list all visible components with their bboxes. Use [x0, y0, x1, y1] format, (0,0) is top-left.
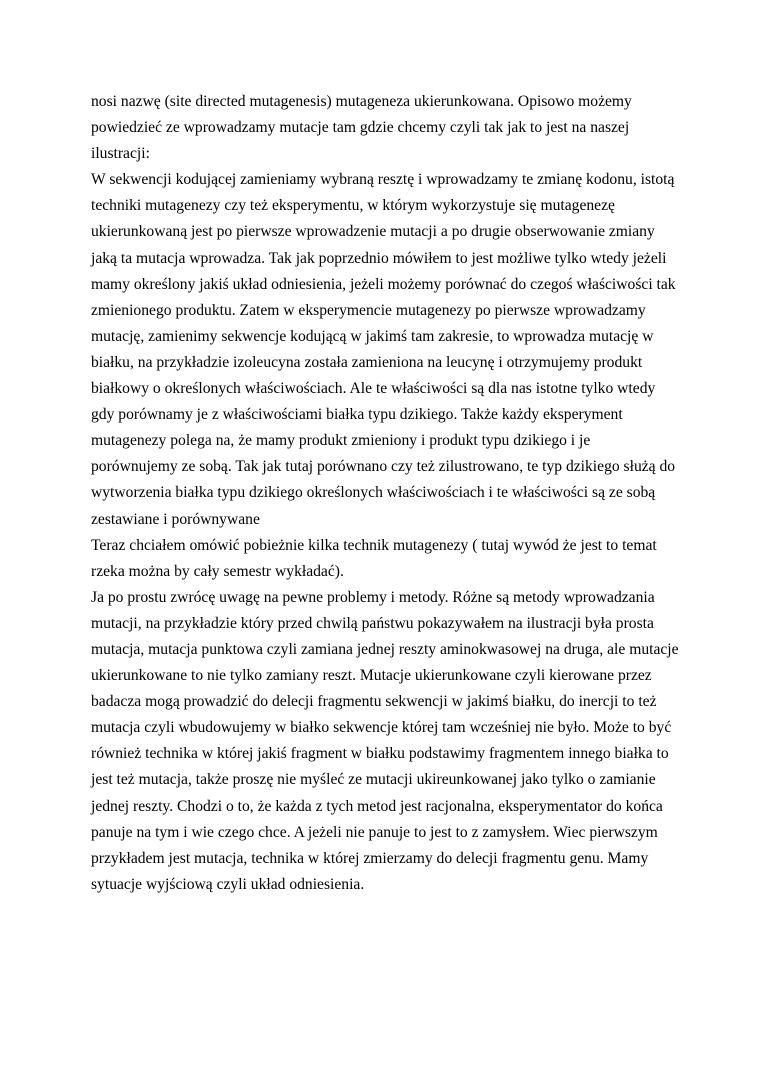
- text-line: Ja po prostu zwrócę uwagę na pewne problemy i metody. Różne są metody wprowadzania: [91, 588, 655, 606]
- text-line: mutacja, mutacja punktowa czyli zamiana jednej reszty aminokwasowej na druga, ale mutacje: [91, 640, 679, 658]
- text-line: mutację, zamienimy sekwencje kodującą w jakimś tam zakresie, to wprowadza mutację w: [91, 327, 654, 345]
- text-line: jaką ta mutacja wprowadza. Tak jak poprzednio mówiłem to jest możliwe tylko wtedy jeżeli: [91, 249, 667, 267]
- text-line: jest też mutacja, także proszę nie myśleć ze mutacji ukireunkowanej jako tylko o zamianie: [91, 771, 656, 789]
- text-line: wytworzenia białka typu dzikiego określonych właściwościach i te właściwości są ze sobą: [91, 484, 656, 502]
- text-line: badacza mogą prowadzić do delecji fragmentu sekwencji w jakimś białku, do inercji to też: [91, 693, 657, 711]
- text-line: przykładem jest mutacja, technika w której zmierzamy do delecji fragmentu genu. Mamy: [91, 849, 649, 867]
- body-text: [91, 89, 681, 898]
- text-line: rzeka można by cały semestr wykładać).: [91, 562, 344, 580]
- text-line: białkowy o określonych właściwościach. Ale te właściwości są dla nas istotne tylko wtedy: [91, 380, 656, 398]
- text-line: nosi nazwę (site directed mutagenesis) mutageneza ukierunkowana. Opisowo możemy: [91, 93, 632, 110]
- text-line: jednej reszty. Chodzi o to, że każda z tych metod jest racjonalna, eksperymentator do końca: [91, 797, 663, 815]
- text-line: ukierunkowaną jest po pierwsze wprowadzenie mutacji a po drugie obserwowanie zmiany: [91, 223, 655, 241]
- text-line: mutacja czyli wbudowujemy w białko sekwencje której tam wcześniej nie było. Może to być: [91, 719, 672, 737]
- text-line: również technika w której jakiś fragment w białku podstawimy fragmentem innego białka to: [91, 745, 669, 763]
- text-line: mutagenezy polega na, że mamy produkt zmieniony i produkt typu dzikiego i je: [91, 432, 591, 450]
- text-line: zmienionego produktu. Zatem w eksperymencie mutagenezy po pierwsze wprowadzamy: [91, 301, 646, 319]
- text-line: gdy porównamy je z właściwościami białka typu dzikiego. Także każdy eksperyment: [91, 406, 623, 424]
- text-line: techniki mutagenezy czy też eksperymentu, w którym wykorzystuje się mutagenezę: [91, 197, 615, 215]
- text-line: powiedzieć ze wprowadzamy mutacje tam gdzie chcemy czyli tak jak to jest na naszej: [91, 119, 630, 137]
- text-line: ukierunkowane to nie tylko zamiany reszt. Mutacje ukierunkowane czyli kierowane przez: [91, 667, 652, 685]
- text-line: panuje na tym i wie czego chce. A jeżeli nie panuje to jest to z zamysłem. Wiec pierwszym: [91, 823, 658, 841]
- text-line: białku, na przykładzie izoleucyna została zamieniona na leucynę i otrzymujemy produkt: [91, 353, 643, 371]
- text-line: mamy określony jakiś układ odniesienia, jeżeli możemy porównać do czegoś właściwości tak: [91, 275, 676, 293]
- text-line: Teraz chciałem omówić pobieżnie kilka technik mutagenezy ( tutaj wywód że jest to temat: [91, 536, 657, 554]
- text-line: ilustracji:: [91, 145, 150, 163]
- text-line: W sekwencji kodującej zamieniamy wybraną resztę i wprowadzamy te zmianę kodonu, istotą: [91, 171, 675, 189]
- text-line: porównujemy ze sobą. Tak jak tutaj porównano czy też zilustrowano, te typ dzikiego służą do: [91, 458, 676, 476]
- text-line: mutacji, na przykładzie który przed chwilą państwu pokazywałem na ilustracji była prosta: [91, 614, 654, 632]
- text-line: sytuacje wyjściową czyli układ odniesienia.: [91, 875, 365, 893]
- text-line: zestawiane i porównywane: [91, 510, 260, 528]
